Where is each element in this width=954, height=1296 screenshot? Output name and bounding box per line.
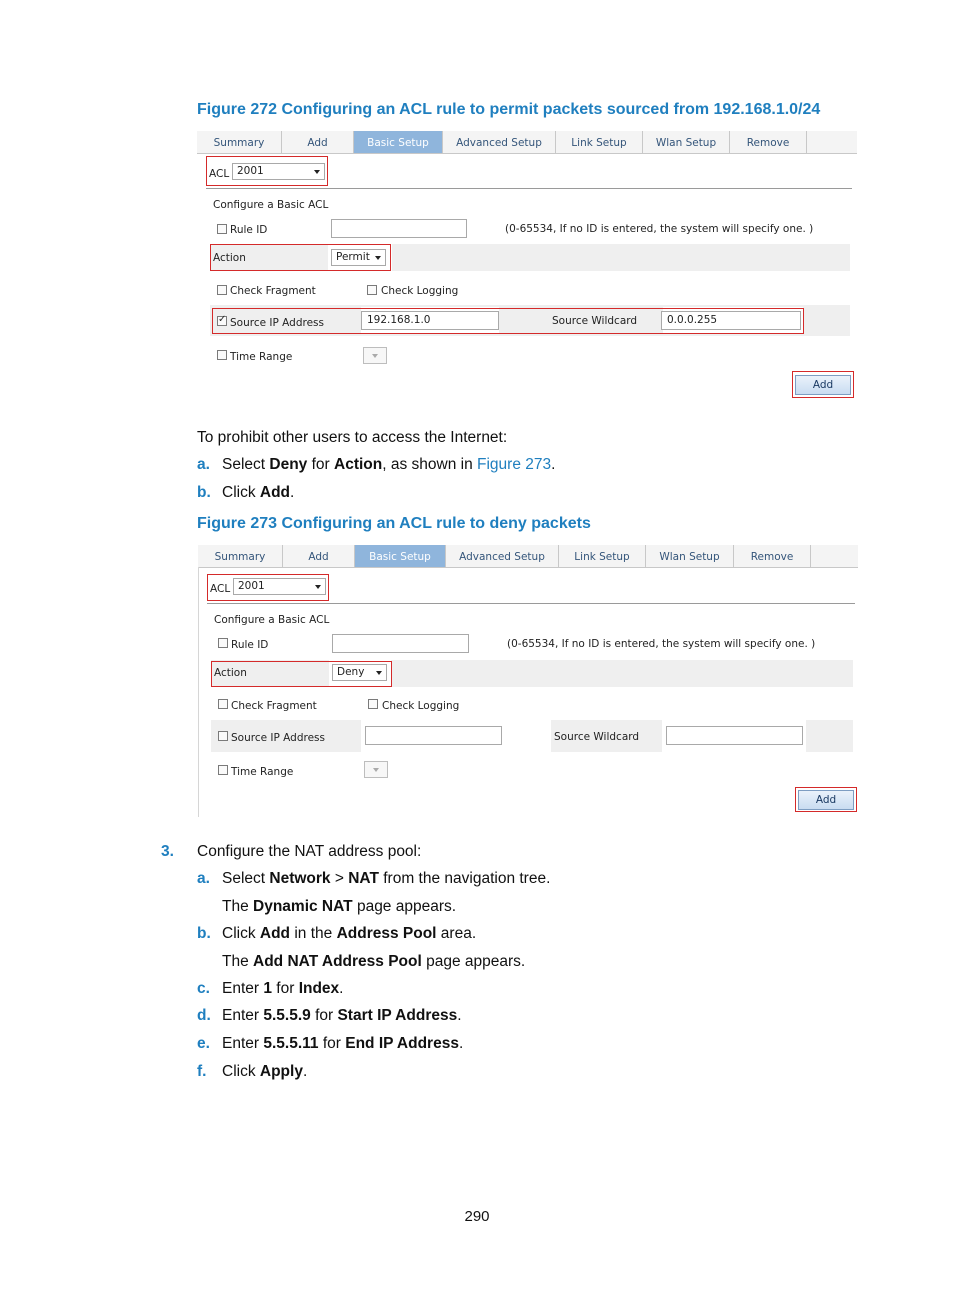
check-logging-checkbox[interactable] <box>367 285 377 295</box>
rule-id-label: Rule ID <box>230 224 268 236</box>
tab-basic-setup[interactable]: Basic Setup <box>354 131 443 153</box>
rule-id-checkbox[interactable] <box>217 224 227 234</box>
source-ip-checkbox[interactable] <box>218 731 228 741</box>
intro-paragraph: To prohibit other users to access the Internet: <box>197 429 508 446</box>
source-ip-label: Source IP Address <box>230 317 324 329</box>
rule-id-label: Rule ID <box>231 639 269 651</box>
acl-value: 2001 <box>238 580 265 592</box>
step-b-text: Click Add. <box>222 484 295 501</box>
rule-id-hint: (0-65534, If no ID is entered, the system will specify one. ) <box>507 638 816 650</box>
action-select[interactable] <box>331 249 386 266</box>
acl-select[interactable] <box>233 578 326 595</box>
page-number: 290 <box>464 1208 490 1225</box>
source-wildcard-label: Source Wildcard <box>552 315 638 327</box>
action-label: Action <box>213 252 246 264</box>
step-3c-marker: c. <box>197 980 210 997</box>
action-label: Action <box>214 667 247 679</box>
figure-273-screenshot <box>198 545 858 817</box>
chevron-down-icon <box>375 256 381 260</box>
tab-basic-setup[interactable]: Basic Setup <box>355 545 446 567</box>
time-range-checkbox[interactable] <box>217 350 227 360</box>
step-b-marker: b. <box>197 484 211 501</box>
source-ip-checkbox[interactable] <box>217 316 227 326</box>
tab-add[interactable]: Add <box>282 131 354 153</box>
tab-bar <box>198 545 858 568</box>
rule-id-input[interactable] <box>332 634 469 653</box>
acl-select[interactable] <box>232 163 325 180</box>
divider <box>206 188 852 189</box>
acl-label: ACL <box>210 583 231 595</box>
rule-id-input[interactable] <box>331 219 467 238</box>
tab-summary[interactable]: Summary <box>198 545 283 567</box>
add-button[interactable]: Add <box>795 375 851 395</box>
tab-link-setup[interactable]: Link Setup <box>556 131 643 153</box>
source-ip-input[interactable]: 192.168.1.0 <box>361 311 499 330</box>
tab-remove[interactable]: Remove <box>734 545 811 567</box>
tab-remove[interactable]: Remove <box>730 131 807 153</box>
left-border <box>198 567 199 817</box>
action-value: Deny <box>337 666 365 678</box>
source-wildcard-label: Source Wildcard <box>554 731 640 743</box>
step-3b-text: Click Add in the Address Pool area. <box>222 925 477 942</box>
chevron-down-icon <box>315 585 321 589</box>
time-range-dropdown[interactable] <box>363 347 387 364</box>
action-value: Permit <box>336 251 370 263</box>
time-range-dropdown[interactable] <box>364 761 388 778</box>
check-fragment-checkbox[interactable] <box>218 699 228 709</box>
rule-id-checkbox[interactable] <box>218 638 228 648</box>
source-wildcard-input[interactable] <box>666 726 803 745</box>
check-logging-label: Check Logging <box>382 700 460 712</box>
tab-summary[interactable]: Summary <box>197 131 282 153</box>
step-3b-note: The Add NAT Address Pool page appears. <box>222 953 526 970</box>
time-range-label: Time Range <box>230 351 293 363</box>
divider <box>207 603 855 604</box>
check-logging-label: Check Logging <box>381 285 459 297</box>
step-a-marker: a. <box>197 456 210 473</box>
step-3a-marker: a. <box>197 870 210 887</box>
source-ip-input[interactable] <box>365 726 502 745</box>
figure-273-caption: Figure 273 Configuring an ACL rule to deny packets <box>197 515 591 532</box>
step-3-text: Configure the NAT address pool: <box>197 843 422 860</box>
step-a-text: Select Deny for Action, as shown in Figure 273. <box>222 456 556 473</box>
step-3c-text: Enter 1 for Index. <box>222 980 344 997</box>
check-fragment-label: Check Fragment <box>231 700 317 712</box>
check-fragment-checkbox[interactable] <box>217 285 227 295</box>
time-range-checkbox[interactable] <box>218 765 228 775</box>
step-3d-marker: d. <box>197 1007 211 1024</box>
add-button[interactable]: Add <box>798 790 854 810</box>
acl-label: ACL <box>209 168 230 180</box>
step-3-marker: 3. <box>161 843 174 860</box>
section-title: Configure a Basic ACL <box>214 614 330 626</box>
tab-add[interactable]: Add <box>283 545 355 567</box>
action-select[interactable] <box>332 664 387 681</box>
chevron-down-icon <box>314 170 320 174</box>
tab-link-setup[interactable]: Link Setup <box>559 545 646 567</box>
tab-bar <box>197 131 857 154</box>
tab-advanced-setup[interactable]: Advanced Setup <box>443 131 556 153</box>
tab-wlan-setup[interactable]: Wlan Setup <box>643 131 730 153</box>
rule-id-hint: (0-65534, If no ID is entered, the system will specify one. ) <box>505 223 814 235</box>
tab-wlan-setup[interactable]: Wlan Setup <box>646 545 734 567</box>
step-3d-text: Enter 5.5.5.9 for Start IP Address. <box>222 1007 462 1024</box>
acl-value: 2001 <box>237 165 264 177</box>
step-3a-note: The Dynamic NAT page appears. <box>222 898 457 915</box>
source-wildcard-input[interactable]: 0.0.0.255 <box>661 311 801 330</box>
step-3e-marker: e. <box>197 1035 210 1052</box>
chevron-down-icon <box>376 671 382 675</box>
step-3a-text: Select Network > NAT from the navigation tree. <box>222 870 551 887</box>
step-3b-marker: b. <box>197 925 211 942</box>
check-logging-checkbox[interactable] <box>368 699 378 709</box>
figure-272-screenshot <box>197 131 857 403</box>
step-3e-text: Enter 5.5.5.11 for End IP Address. <box>222 1035 464 1052</box>
figure-272-caption: Figure 272 Configuring an ACL rule to permit packets sourced from 192.168.1.0/24 <box>197 101 821 118</box>
check-fragment-label: Check Fragment <box>230 285 316 297</box>
tab-advanced-setup[interactable]: Advanced Setup <box>446 545 559 567</box>
source-ip-label: Source IP Address <box>231 732 325 744</box>
section-title: Configure a Basic ACL <box>213 199 329 211</box>
figure-273-link[interactable]: Figure 273 <box>477 456 552 473</box>
step-3f-text: Click Apply. <box>222 1063 308 1080</box>
step-3f-marker: f. <box>197 1063 207 1080</box>
time-range-label: Time Range <box>231 766 294 778</box>
